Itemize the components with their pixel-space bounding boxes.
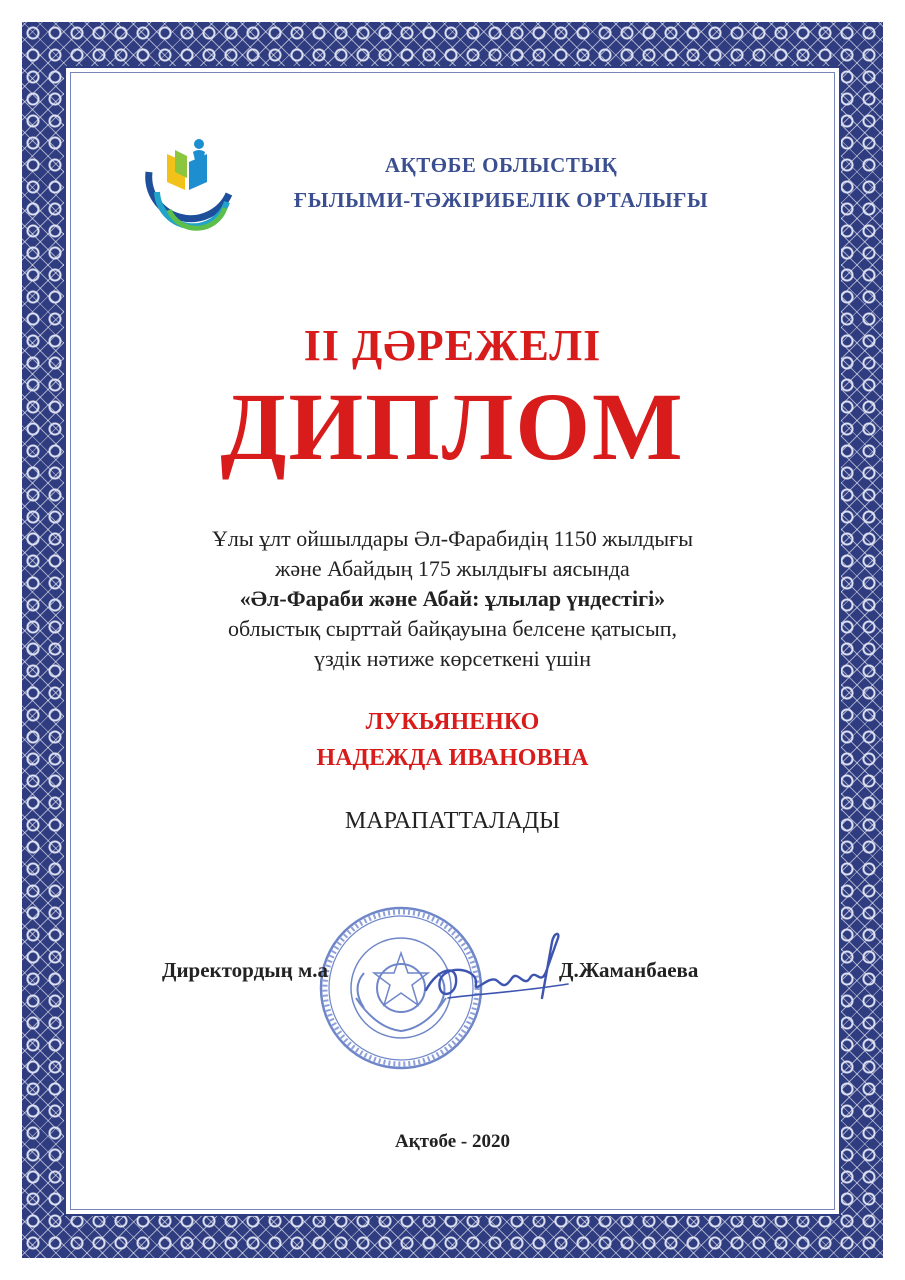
description-line-1: Ұлы ұлт ойшылдары Әл-Фарабидің 1150 жылдығы [211, 526, 694, 551]
contest-name: «Әл-Фараби және Абай: ұлылар үндестігі» [239, 586, 666, 611]
signatory-position: Директордың м.а [162, 958, 329, 982]
signatory-name: Д.Жаманбаева [559, 958, 699, 982]
organization-line-2: ҒЫЛЫМИ-ТӘЖІРИБЕЛІК ОРТАЛЫҒЫ [293, 188, 709, 212]
description-line-2: және Абайдың 175 жылдығы аясында [275, 556, 630, 581]
signature-icon [418, 928, 578, 1018]
organization-name [206, 148, 796, 218]
awarded-label: МАРАПАТТАЛАДЫ [344, 808, 561, 834]
diploma-content [66, 68, 839, 1214]
recipient-surname: ЛУКЬЯНЕНКО [365, 709, 540, 735]
diploma-title: ДИПЛОМ [220, 373, 685, 480]
degree-title: ІІ ДӘРЕЖЕЛІ [303, 321, 602, 370]
description-line-5: үздік нәтиже көрсеткені үшін [313, 646, 592, 671]
recipient-given-names: НАДЕЖДА ИВАНОВНА [316, 745, 589, 771]
description-line-4: облыстық сырттай байқауына белсене қатысып, [227, 616, 677, 641]
award-description [106, 524, 799, 674]
recipient-name [66, 704, 839, 776]
organization-line-1: АҚТӨБЕ ОБЛЫСТЫҚ [384, 153, 618, 177]
place-and-year: Ақтөбе - 2020 [394, 1131, 510, 1152]
